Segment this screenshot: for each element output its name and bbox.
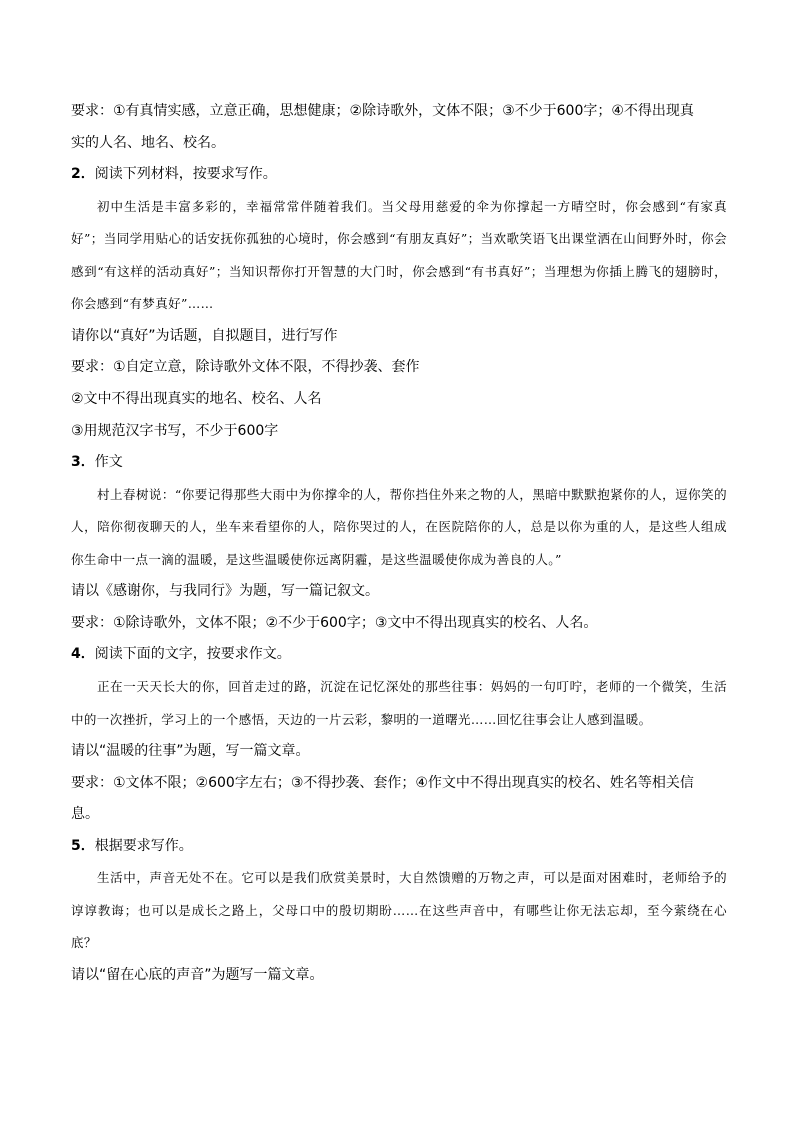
question-4-material: 正在一天天长大的你，回首走过的路，沉淀在记忆深处的那些往事：妈妈的一句叮咛，老师的一个微笑，生活中的一次挫折，学习上的一个感悟，天边的一片云彩，黎明的一道曙光……回忆往事会让人感到温暖。 (71, 679, 727, 727)
question-3-material: 村上春树说：“你要记得那些大雨中为你撑伞的人，帮你挡住外来之物的人，黑暗中默默抱紧你的人，逗你笑的人，陪你彻夜聊天的人，坐车来看望你的人，陪你哭过的人，在医院陪你的人，总是以你为重的人，是这些人组成你生命中一点一滴的温暖，是这些温暖使你远离阴霾，是这些温暖使你成为善良的人。” (71, 486, 727, 567)
document-body (71, 96, 731, 992)
intro-requirement-line: 实的人名、地名、校名。 (71, 134, 225, 151)
question-4-heading (71, 639, 731, 671)
question-2-line: ②文中不得出现真实的地名、校名、人名 (71, 390, 322, 407)
question-heading-text: 阅读下列材料，按要求写作。 (94, 166, 277, 183)
question-4-line: 请以“温暖的往事”为题，写一篇文章。 (71, 743, 310, 760)
question-5-material: 生活中，声音无处不在。它可以是我们欣赏美景时，大自然馈赠的万物之声，可以是面对困难时，老师给予的谆谆教诲；也可以是成长之路上，父母口中的殷切期盼……在这些声音中，有哪些让你无法忘却，至今萦绕在心底？ (71, 870, 727, 951)
question-4-line: 息。 (71, 806, 99, 823)
question-number: 3． (71, 454, 95, 471)
question-number: 2． (71, 166, 95, 183)
question-heading-text: 作文 (94, 454, 123, 471)
question-2-line: 要求：①自定立意，除诗歌外文体不限，不得抄袭、套作 (71, 359, 420, 376)
question-4-line: 要求：①文体不限；②600字左右；③不得抄袭、套作；④作文中不得出现真实的校名、姓名等相关信 (71, 774, 694, 791)
question-number: 5． (71, 837, 95, 854)
question-heading-text: 根据要求写作。 (94, 837, 193, 854)
question-3-heading (71, 447, 731, 479)
question-2-heading (71, 159, 731, 191)
question-number: 4． (71, 646, 95, 663)
question-heading-text: 阅读下面的文字，按要求作文。 (94, 646, 291, 663)
question-3-line: 请以《感谢你，与我同行》为题，写一篇记叙文。 (71, 583, 379, 600)
question-2-material: 初中生活是丰富多彩的，幸福常常伴随着我们。当父母用慈爱的伞为你撑起一方晴空时，你会感到“有家真好”；当同学用贴心的话安抚你孤独的心境时，你会感到“有朋友真好”；当欢歌笑语飞出课堂洒在山间野外时，你会感到“有这样的活动真好”；当知识帮你打开智慧的大门时，你会感到“有书真好”；当理想为你插上腾飞的翅膀时，你会感到“有梦真好”…… (71, 198, 727, 312)
question-2-line: ③用规范汉字书写，不少于600字 (71, 422, 279, 439)
question-5-heading (71, 831, 731, 863)
question-3-line: 要求：①除诗歌外，文体不限；②不少于600字；③文中不得出现真实的校名、人名。 (71, 614, 598, 631)
question-5-line: 请以“留在心底的声音”为题写一篇文章。 (71, 966, 324, 983)
intro-requirement-line: 要求：①有真情实感，立意正确，思想健康；②除诗歌外，文体不限；③不少于600字；④不得出现真 (71, 103, 694, 119)
question-2-line: 请你以“真好”为话题，自拟题目，进行写作 (71, 327, 338, 344)
